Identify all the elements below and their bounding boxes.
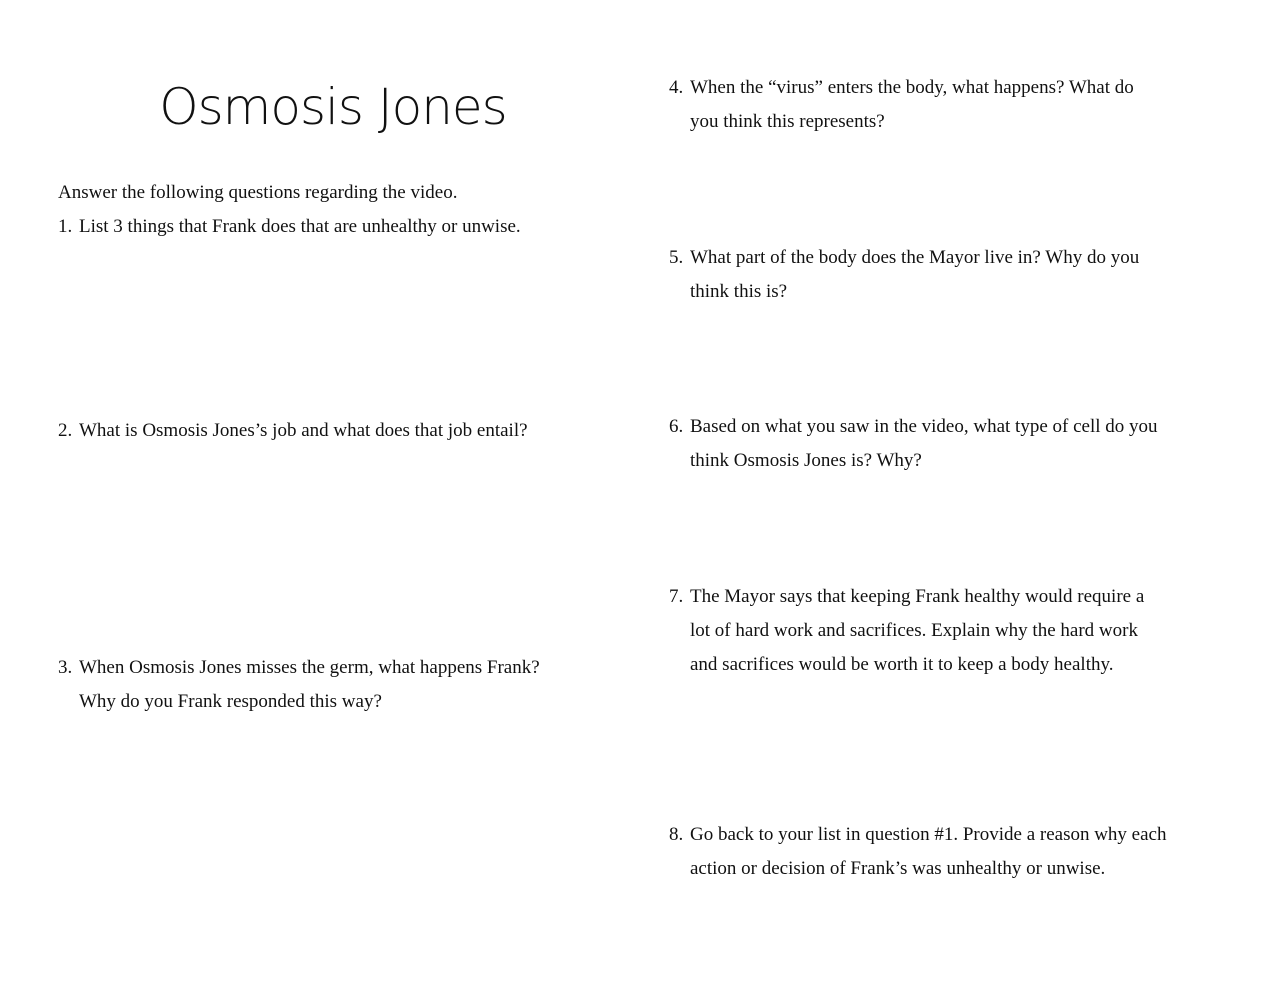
question-number: 7. — [669, 586, 684, 607]
question-line: What is Osmosis Jones’s job and what does that job entail? — [79, 420, 528, 441]
question-line: Based on what you saw in the video, what type of cell do you — [690, 416, 1158, 437]
question-line: Why do you Frank responded this way? — [79, 691, 382, 712]
question-line: you think this represents? — [690, 111, 885, 132]
question-line: Go back to your list in question #1. Provide a reason why each — [690, 824, 1167, 845]
question-line: When Osmosis Jones misses the germ, what happens Frank? — [79, 657, 540, 678]
question-line: List 3 things that Frank does that are unhealthy or unwise. — [79, 216, 521, 237]
question-line: What part of the body does the Mayor live in? Why do you — [690, 247, 1140, 268]
question-number: 1. — [58, 216, 73, 237]
question-line: think this is? — [690, 281, 788, 302]
question-number: 5. — [669, 247, 684, 268]
question-line: The Mayor says that keeping Frank healthy would require a — [690, 586, 1145, 607]
question-line: lot of hard work and sacrifices. Explain why the hard work — [690, 620, 1138, 641]
question-number: 2. — [58, 420, 73, 441]
question-line: action or decision of Frank’s was unhealthy or unwise. — [690, 858, 1106, 879]
question-number: 8. — [669, 824, 684, 845]
worksheet-title: Osmosis Jones — [159, 78, 507, 136]
question-line: and sacrifices would be worth it to keep a body healthy. — [690, 654, 1114, 675]
question-number: 3. — [58, 657, 73, 678]
question-number: 6. — [669, 416, 684, 437]
question-number: 4. — [669, 77, 684, 98]
question-line: When the “virus” enters the body, what happens? What do — [690, 77, 1134, 98]
question-line: think Osmosis Jones is? Why? — [690, 450, 922, 471]
instructions: Answer the following questions regarding the video. — [58, 182, 458, 203]
